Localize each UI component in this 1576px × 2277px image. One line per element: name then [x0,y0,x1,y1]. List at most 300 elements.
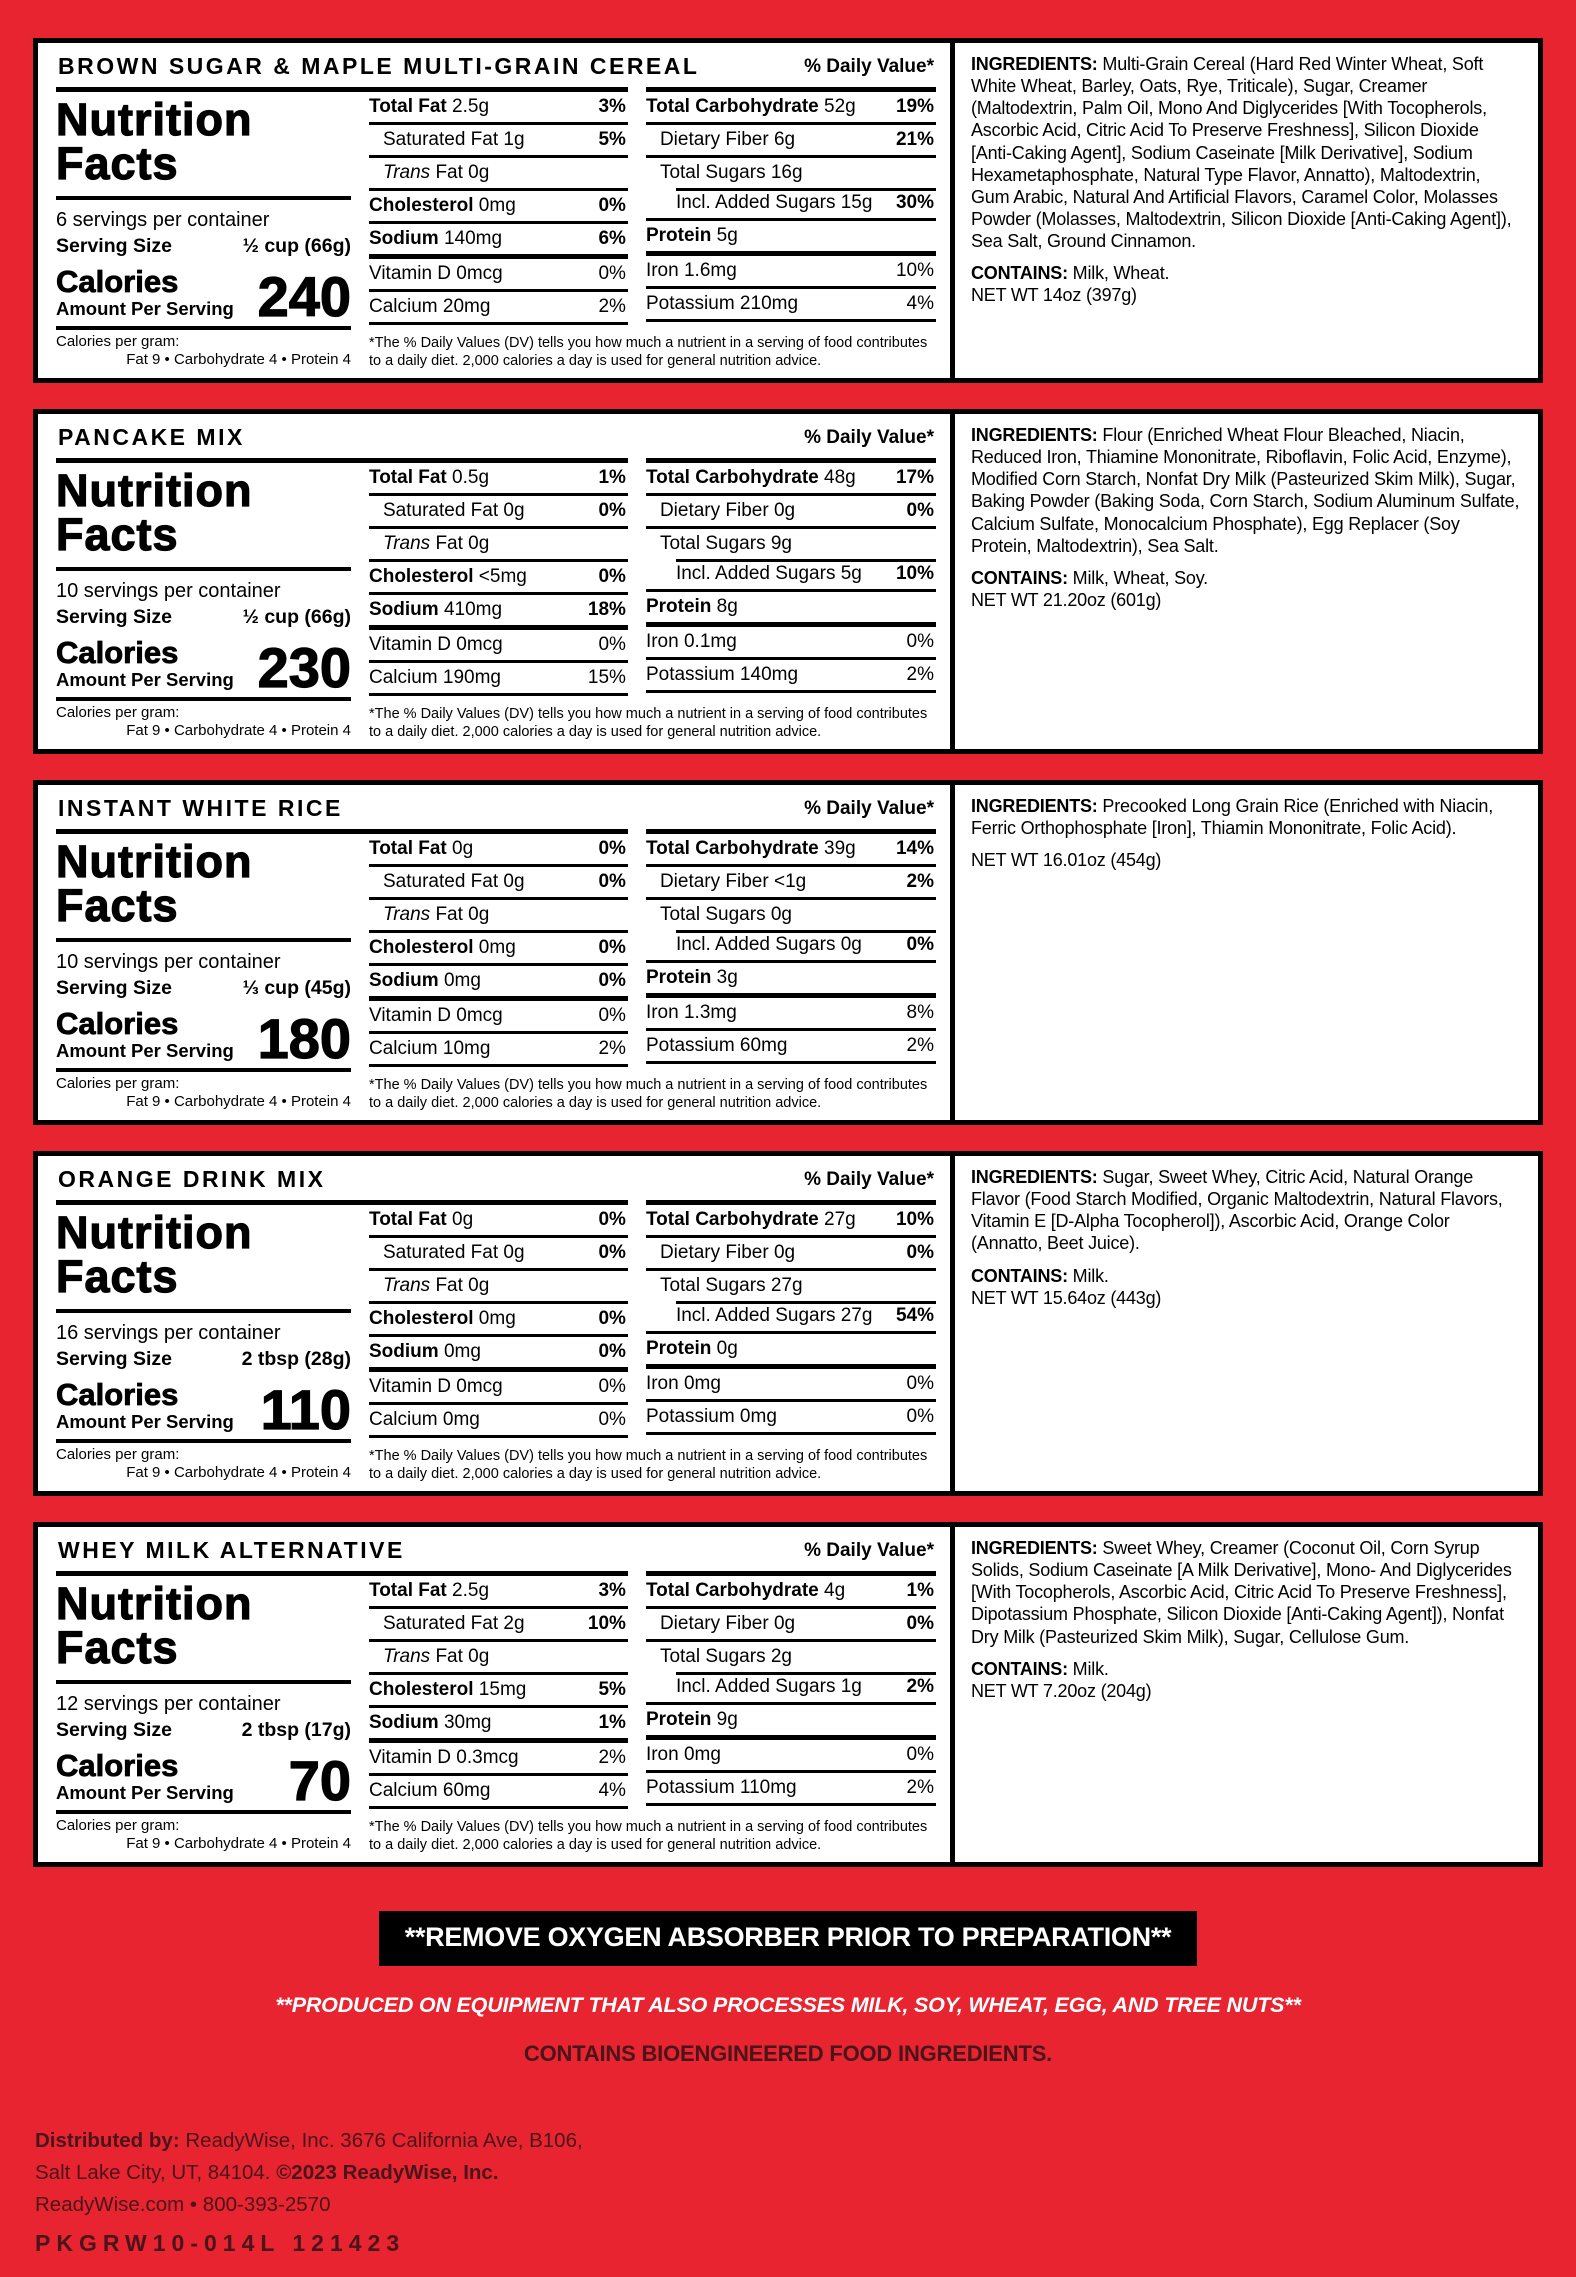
daily-value-percent: 15% [587,666,626,688]
nutrient-name [646,162,803,184]
daily-value-percent: 5% [598,128,626,150]
nutrient-row [646,463,936,493]
nutrient-name [369,871,525,893]
nutrient-amount: 0g [446,837,474,859]
nutrient-name [646,904,792,926]
serving-size-value: ⅓ cup (45g) [242,977,351,1000]
contains-line [971,567,1522,589]
bioengineered-notice: CONTAINS BIOENGINEERED FOOD INGREDIENTS. [523,2041,1053,2066]
daily-value-footnote: *The % Daily Values (DV) tells you how much a nutrient in a serving of food contributes to a daily diet. 2,000 calories a day is used for general nutrition advice. [369,706,928,740]
nutrient-row [369,625,628,660]
daily-value-percent: 2% [906,1776,934,1798]
distributor-info [35,2125,1543,2220]
nutrient-row [646,1672,936,1702]
nutrition-panel [33,409,1543,754]
distributor-address-1: ReadyWise, Inc. 3676 California Ave, B106, [185,2129,583,2152]
daily-value-percent: 2% [906,1034,934,1056]
calories-per-gram-label: Calories per gram: [56,332,180,350]
nutrient-row [646,1639,936,1672]
calories-per-gram [56,1810,351,1855]
daily-value-header: % Daily Value* [646,1540,936,1576]
nutrient-amount: Calcium 20mg [369,295,491,317]
calories-per-gram-label: Calories per gram: [56,1816,180,1834]
ingredients-label: INGREDIENTS: [971,425,1098,445]
nutrient-row [369,963,628,996]
nutrient-name-bold: Total Fat [369,1208,447,1230]
nutrient-name-bold: Total Fat [369,95,447,117]
nutrition-facts-heading [56,94,351,200]
nutrient-amount: 48g [818,466,856,488]
net-weight: NET WT 21.20oz (601g) [971,589,1162,610]
nutrient-amount: 0mg [473,194,516,216]
calories-labels [56,263,234,321]
nutrient-name [369,1747,519,1769]
nutrient-row [646,1399,936,1432]
nutrient-row [646,188,936,218]
nutrition-word: Nutrition [56,94,253,145]
nutrient-row [369,1334,628,1367]
daily-value-percent: 4% [906,292,934,314]
nutrient-amount: 0g [446,1208,474,1230]
daily-value-percent: 2% [598,1746,626,1768]
daily-value-percent: 0% [906,630,934,652]
nutrient-name [646,596,738,618]
nutrient-name [369,162,489,184]
daily-value-percent: 0% [906,933,934,955]
calories-label: Calories [56,1747,179,1783]
nutrient-name [646,260,737,282]
nutrient-name [369,500,525,522]
nutrition-word: Nutrition [56,1207,253,1258]
nutrient-name [646,1373,721,1395]
ingredients-section [950,1156,1538,1491]
nutrient-row [646,1770,936,1803]
nutrient-row [369,1576,628,1606]
calories-per-gram [56,326,351,371]
facts-word: Facts [56,880,179,932]
nutrient-name-bold: Total Fat [369,837,447,859]
nutrition-facts-heading [56,465,351,571]
calories-block [56,634,351,700]
nutrient-row [369,592,628,625]
daily-value-percent: 10% [895,1208,934,1230]
facts-word: Facts [56,1622,179,1674]
distributed-by-label: Distributed by: [35,2129,180,2152]
daily-value-percent: 0% [906,499,934,521]
nutrient-name [369,533,489,555]
servings-per-container: 16 servings per container [56,1322,281,1345]
package-code: PKGRW10-014L 121423 [35,2230,406,2257]
calories-label: Calories [56,634,179,670]
calories-per-gram-values: Fat 9 • Carbohydrate 4 • Protein 4 [126,722,351,740]
daily-value-percent: 0% [598,870,626,892]
daily-value-percent: 0% [598,1208,626,1230]
nutrient-name [369,296,490,318]
nutrient-name [369,937,516,959]
nutrient-amount: 52g [818,95,856,117]
nutrient-name [369,599,502,621]
nutrient-name-bold: Protein [645,1708,712,1730]
panels-container [33,38,1543,1867]
nutrient-name [369,1242,525,1264]
daily-value-percent: 5% [598,1678,626,1700]
daily-value-percent: 10% [587,1612,626,1634]
nutrient-name [369,1038,490,1060]
daily-value-percent: 2% [906,663,934,685]
nutrient-name [646,631,737,653]
nutrient-name-italic: Trans [383,532,431,554]
nutrient-name [369,566,527,588]
nutrient-table-left [369,463,628,696]
nutrient-name [369,1409,480,1431]
calories-per-gram-label: Calories per gram: [56,1445,180,1463]
daily-value-percent: 6% [598,227,626,249]
daily-value-header: % Daily Value* [646,798,936,834]
nutrient-row [369,1773,628,1806]
nutrient-row [369,897,628,930]
nutrient-row [369,1705,628,1738]
nutrient-row [646,1735,936,1770]
nutrient-name [646,500,795,522]
nutrient-row [646,493,936,526]
nutrient-amount: 0.5g [446,466,490,488]
nutrient-row [369,930,628,963]
nutrient-row [646,1301,936,1331]
nutrient-row [646,251,936,286]
nutrient-row [646,834,936,864]
nutrition-facts-section [38,1527,950,1862]
nutrient-amount: Iron 0mg [645,1743,721,1765]
daily-value-percent: 1% [906,1579,934,1601]
nutrient-name-bold: Total Carbohydrate [645,1208,819,1230]
nutrient-row [646,589,936,622]
serving-size-value: ½ cup (66g) [242,235,351,258]
nutrient-name [646,1744,721,1766]
nutrition-facts-section [38,43,950,378]
nutrient-row [646,1268,936,1301]
nutrient-name [369,96,489,118]
amount-per-serving-label: Amount Per Serving [56,1040,234,1062]
ingredients-text: Multi-Grain Cereal (Hard Red Winter Wheat, Soft White Wheat, Barley, Oats, Rye, Triticale), Sugar, Creamer (Maltodextrin, Palm Oil, Mono And Diglycerides [With Tocopherols, Ascorbic Acid, Citric Acid To Preserve Freshness], Silicon Dioxide [Anti-Caking Agent], Sodium Caseinate [Milk Derivative], Sodium Hexametaphosphate, Natural Type Flavor, Annatto), Maltodextrin, Gum Arabic, Natural And Artificial Flavors, Caramel Color, Molasses Powder (Molasses, Maltodextrin, Silicon Dioxide [Anti-Caking Agent]), Sea Salt, Ground Cinnamon. [971,54,1512,251]
nutrient-amount: Vitamin D 0mcg [369,262,503,284]
nutrient-name [646,664,798,686]
net-weight: NET WT 15.64oz (443g) [971,1287,1162,1308]
nutrient-name [646,563,862,585]
daily-value-percent: 0% [906,1241,934,1263]
contains-label: CONTAINS: [971,263,1068,284]
nutrient-name [369,263,503,285]
contains-label: CONTAINS: [971,1658,1068,1679]
nutrient-amount: 8g [711,595,738,617]
nutrient-amount: Dietary Fiber 0g [659,1612,796,1634]
daily-value-percent: 19% [895,95,934,117]
nutrient-name [369,1712,491,1734]
nutrition-panel [33,38,1543,383]
nutrient-name [369,195,516,217]
nutrient-row [646,1235,936,1268]
nutrient-name-bold: Cholesterol [369,936,474,958]
calories-per-gram-label: Calories per gram: [56,1074,180,1092]
nutrient-amount: Vitamin D 0mcg [369,1375,503,1397]
nutrient-amount: Total Sugars 16g [659,161,803,183]
nutrient-row [369,1235,628,1268]
nutrient-row [646,1331,936,1364]
nutrient-table-right [646,1576,936,1806]
daily-value-header: % Daily Value* [646,427,936,463]
nutrient-name-bold: Total Fat [369,466,447,488]
nutrient-row [646,1205,936,1235]
nutrition-facts-section [38,785,950,1120]
nutrient-row [646,1576,936,1606]
calories-per-gram-values: Fat 9 • Carbohydrate 4 • Protein 4 [126,351,351,369]
nutrient-amount: Fat 0g [430,1645,490,1667]
nutrient-row [646,897,936,930]
nutrition-word: Nutrition [56,1578,253,1629]
serving-size-label: Serving Size [56,977,172,1000]
nutrition-panel [33,780,1543,1125]
nutrient-name-italic: Trans [383,903,431,925]
facts-summary-column [56,834,351,1112]
nutrient-row [369,1301,628,1334]
contains-text: Milk, Wheat, Soy. [1072,567,1208,588]
daily-value-percent: 17% [895,466,934,488]
nutrient-amount: Dietary Fiber 0g [659,1241,796,1263]
nutrient-amount: Saturated Fat 2g [383,1612,525,1634]
nutrient-amount: Fat 0g [430,1274,490,1296]
nutrient-row [369,1672,628,1705]
nutrient-name [646,225,738,247]
calories-labels [56,634,234,692]
nutrient-row [646,286,936,319]
nutrient-name-bold: Total Carbohydrate [645,466,819,488]
nutrient-amount: 0g [711,1337,738,1359]
nutrient-name [646,1338,738,1360]
nutrient-amount: 39g [818,837,856,859]
daily-value-header: % Daily Value* [646,1169,936,1205]
calories-value: 110 [260,1378,351,1442]
nutrient-name [369,1209,473,1231]
nutrient-name [646,1580,845,1602]
nutrient-row [369,834,628,864]
nutrient-amount: Fat 0g [430,532,490,554]
contains-label: CONTAINS: [971,1265,1068,1286]
nutrient-row [369,1268,628,1301]
nutrient-name-bold: Sodium [369,598,439,620]
daily-value-percent: 2% [598,295,626,317]
product-title: BROWN SUGAR & MAPLE MULTI-GRAIN CEREAL [56,47,628,92]
nutrient-amount: 0mg [473,936,516,958]
ingredients-text: Sweet Whey, Creamer (Coconut Oil, Corn Syrup Solids, Sodium Caseinate [A Milk Derivative], Mono- And Diglycerides [With Tocopherols, Ascorbic Acid, Citric Acid To Preserve Freshness], Dipotassium Phosphate, Silicon Dioxide [Anti-Caking Agent]), Nonfat Dry Milk (Pasteurized Skim Milk), Sugar, Cellulose Gum. [971,1538,1512,1647]
nutrient-row [369,864,628,897]
serving-size-label: Serving Size [56,606,172,629]
nutrient-name [646,1242,795,1264]
nutrient-amount: Saturated Fat 0g [383,1241,525,1263]
daily-value-percent: 18% [587,598,626,620]
daily-value-percent: 0% [906,1612,934,1634]
nutrient-name [646,1209,856,1231]
nutrient-name-bold: Protein [645,966,712,988]
nutrient-name [369,1341,481,1363]
distributor-address-2: Salt Lake City, UT, 84104. [35,2160,271,2184]
nutrient-row [369,254,628,289]
daily-value-percent: 1% [598,466,626,488]
contains-line [971,1658,1522,1680]
daily-value-percent: 1% [598,1711,626,1733]
ingredients-section [950,1527,1538,1862]
calories-per-gram [56,1068,351,1113]
daily-value-percent: 10% [895,259,934,281]
daily-value-percent: 30% [895,191,934,213]
contains-text: Milk, Wheat. [1072,263,1170,284]
equipment-allergen-warning: **PRODUCED ON EQUIPMENT THAT ALSO PROCESSES MILK, SOY, WHEAT, EGG, AND TREE NUTS** [275,1993,1301,2017]
net-weight: NET WT 16.01oz (454g) [971,850,1162,871]
product-title: PANCAKE MIX [56,418,628,463]
calories-label: Calories [56,1005,179,1041]
contains-label: CONTAINS: [971,567,1068,588]
nutrition-facts-heading [56,1207,351,1313]
nutrient-amount: Incl. Added Sugars 5g [675,562,862,584]
daily-value-percent: 0% [598,194,626,216]
serving-size-row [56,975,351,1001]
nutrient-row [369,1031,628,1064]
daily-value-percent: 0% [598,969,626,991]
nutrient-amount: Total Sugars 27g [659,1274,803,1296]
nutrient-name [646,1002,737,1024]
daily-value-percent: 0% [906,1743,934,1765]
serving-size-row [56,1717,351,1743]
nutrient-amount: Potassium 140mg [645,663,799,685]
amount-per-serving-label: Amount Per Serving [56,669,234,691]
nutrient-row [646,993,936,1028]
serving-size-row [56,604,351,630]
calories-per-gram-label: Calories per gram: [56,703,180,721]
nutrient-row [369,289,628,322]
nutrient-row [646,559,936,589]
nutrient-name [369,129,525,151]
servings-per-container: 10 servings per container [56,580,281,603]
ingredients-paragraph [971,1166,1522,1255]
nutrition-panel [33,1522,1543,1867]
daily-value-percent: 0% [598,1241,626,1263]
nutrient-row [369,188,628,221]
nutrient-row [646,122,936,155]
nutrient-row [646,218,936,251]
nutrient-row [369,1367,628,1402]
nutrient-name [646,1777,797,1799]
calories-per-gram-values: Fat 9 • Carbohydrate 4 • Protein 4 [126,1093,351,1111]
ingredients-section [950,414,1538,749]
nutrient-amount: Total Sugars 2g [659,1645,792,1667]
nutrient-row [646,622,936,657]
nutrition-facts-section [38,414,950,749]
nutrient-name [369,634,503,656]
serving-size-value: 2 tbsp (17g) [241,1719,351,1742]
nutrient-amount: Dietary Fiber 0g [659,499,796,521]
daily-value-percent: 0% [906,1372,934,1394]
daily-value-percent: 0% [598,262,626,284]
nutrient-row [369,996,628,1031]
nutrition-word: Nutrition [56,836,253,887]
nutrient-amount: Total Sugars 9g [659,532,792,554]
nutrient-name-bold: Cholesterol [369,565,474,587]
nutrient-name-italic: Trans [383,161,431,183]
nutrient-table-left [369,1576,628,1809]
calories-per-gram-values: Fat 9 • Carbohydrate 4 • Protein 4 [126,1835,351,1853]
daily-value-percent: 0% [598,1307,626,1329]
nutrient-name [646,1646,792,1668]
nutrient-amount: Calcium 60mg [369,1779,491,1801]
net-weight: NET WT 14oz (397g) [971,285,1137,306]
daily-value-percent: 0% [598,565,626,587]
distributor-line-1 [35,2125,1543,2157]
nutrient-row [369,660,628,693]
daily-value-percent: 21% [895,128,934,150]
nutrient-amount: 27g [818,1208,856,1230]
nutrient-name-bold: Sodium [369,1340,439,1362]
nutrient-name-bold: Total Carbohydrate [645,95,819,117]
nutrient-name [369,1613,525,1635]
ingredients-label: INGREDIENTS: [971,1538,1098,1558]
nutrient-amount: Potassium 210mg [645,292,799,314]
nutrient-name-bold: Total Carbohydrate [645,837,819,859]
nutrient-name-bold: Cholesterol [369,1678,474,1700]
daily-value-percent: 0% [598,1375,626,1397]
calories-label: Calories [56,263,179,299]
nutrient-name [369,904,489,926]
nutrient-name [369,1275,489,1297]
nutrient-amount: 9g [711,1708,738,1730]
nutrient-table-right [646,92,936,322]
nutrient-amount: Iron 0mg [645,1372,721,1394]
nutrient-row [646,1028,936,1061]
nutrient-amount: Dietary Fiber 6g [659,128,796,150]
product-title: INSTANT WHITE RICE [56,789,628,834]
nutrient-amount: Saturated Fat 0g [383,870,525,892]
daily-value-percent: 0% [598,1004,626,1026]
ingredients-paragraph [971,424,1522,557]
nutrient-name [646,1305,872,1327]
calories-value: 70 [288,1749,351,1813]
facts-summary-column [56,92,351,370]
nutrient-amount: Incl. Added Sugars 27g [675,1304,873,1326]
nutrient-row [646,864,936,897]
calories-value: 180 [257,1007,351,1071]
daily-value-footnote: *The % Daily Values (DV) tells you how much a nutrient in a serving of food contributes to a daily diet. 2,000 calories a day is used for general nutrition advice. [369,1077,928,1111]
distributor-line-2 [35,2157,1543,2189]
distributor-contact: ReadyWise.com • 800-393-2570 [35,2192,331,2216]
nutrient-amount: 0mg [438,1340,481,1362]
nutrient-name-bold: Total Fat [369,1579,447,1601]
calories-block [56,1747,351,1813]
nutrient-name-bold: Cholesterol [369,194,474,216]
nutrient-amount: Calcium 0mg [369,1408,480,1430]
serving-size-label: Serving Size [56,235,172,258]
nutrient-name-bold: Protein [645,1337,712,1359]
nutrient-row [369,526,628,559]
nutrient-name-bold: Total Carbohydrate [645,1579,819,1601]
ingredients-label: INGREDIENTS: [971,54,1098,74]
ingredients-paragraph [971,53,1522,252]
facts-summary-column [56,1576,351,1854]
daily-value-percent: 3% [598,1579,626,1601]
nutrient-row [369,221,628,254]
nutrient-amount: Fat 0g [430,161,490,183]
nutrient-amount: 140mg [438,227,503,249]
calories-block [56,1005,351,1071]
ingredients-label: INGREDIENTS: [971,1167,1098,1187]
nutrient-name [646,1676,862,1698]
nutrient-row [369,559,628,592]
